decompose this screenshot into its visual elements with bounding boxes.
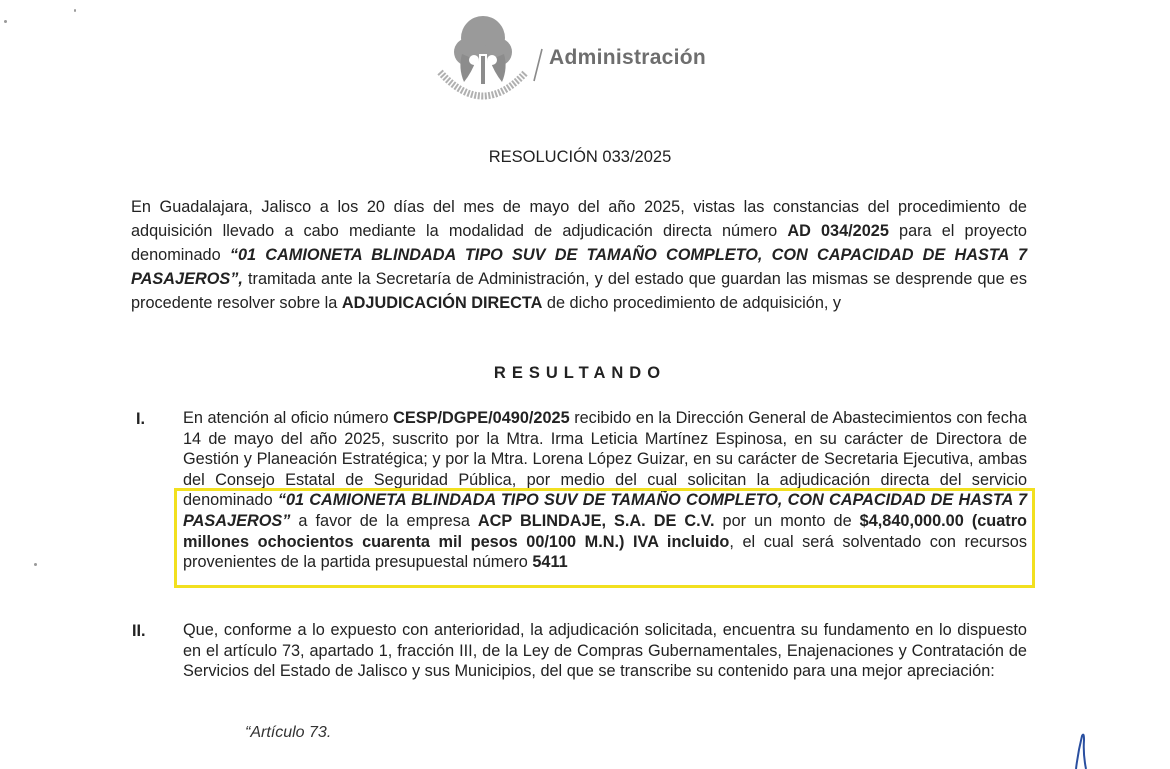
- letterhead: [434, 8, 764, 112]
- resolution-title: RESOLUCIÓN 033/2025: [488, 148, 672, 166]
- brand-name: Administración: [549, 46, 707, 69]
- signature-mark: [1072, 732, 1090, 769]
- slash-divider: [532, 48, 544, 82]
- scan-speck: [4, 20, 7, 23]
- item-number-2: II.: [132, 622, 146, 640]
- highlight-box: [174, 488, 1035, 588]
- scan-speck: [74, 9, 76, 12]
- section-heading: RESULTANDO: [493, 364, 667, 382]
- intro-paragraph: En Guadalajara, Jalisco a los 20 días del mes de mayo del año 2025, vistas las constancias del procedimiento de adquisición llevado a cabo mediante la modalidad de adjudicación directa número AD 034/2025 para el proyecto denominado “01 CAMIONETA BLINDADA TIPO SUV DE TAMAÑO COMPLETO, CON CAPACIDAD DE HASTA 7 PASAJEROS”, tramitada ante la Secretaría de Administración, y del estado que guardan las mismas se desprende que es procedente resolver sobre la ADJUDICACIÓN DIRECTA de dicho procedimiento de adquisición, y: [131, 198, 1027, 312]
- scan-speck: [34, 563, 37, 566]
- item-number-1: I.: [136, 410, 146, 428]
- item-paragraph-2: Que, conforme a lo expuesto con anterioridad, la adjudicación solicitada, encuentra su fundamento en lo dispuesto en el artículo 73, apartado 1, fracción III, de la Ley de Compras Gubernamentales, Enajenaciones y Contratación de Servicios del Estado de Jalisco y sus Municipios, del que se transcribe su contenido para una mejor apreciación:: [183, 621, 1027, 681]
- item-paragraph-1: En atención al oficio número CESP/DGPE/0490/2025 recibido en la Dirección General de Abastecimientos con fecha 14 de mayo del año 2025, suscrito por la Mtra. Irma Leticia Martínez Espinosa, en su carácter de Directora de Gestión y Planeación Estratégica; y por la Mtra. Lorena López Guizar, en su carácter de Secretaria Ejecutiva, ambas del Consejo Estatal de Seguridad Pública, por medio del cual solicitan la adjudicación directa del servicio denominado “01 CAMIONETA BLINDADA TIPO SUV DE TAMAÑO COMPLETO, CON CAPACIDAD DE HASTA 7 PASAJEROS” a favor de la empresa ACP BLINDAJE, S.A. DE C.V. por un monto de $4,840,000.00 (cuatro millones ochocientos cuarenta mil pesos 00/100 M.N.) IVA incluido, el cual será solventado con recursos provenientes de la partida presupuestal número 5411: [183, 409, 1027, 572]
- article-quote: “Artículo 73.: [245, 724, 332, 741]
- tree-logo-icon: [434, 8, 532, 108]
